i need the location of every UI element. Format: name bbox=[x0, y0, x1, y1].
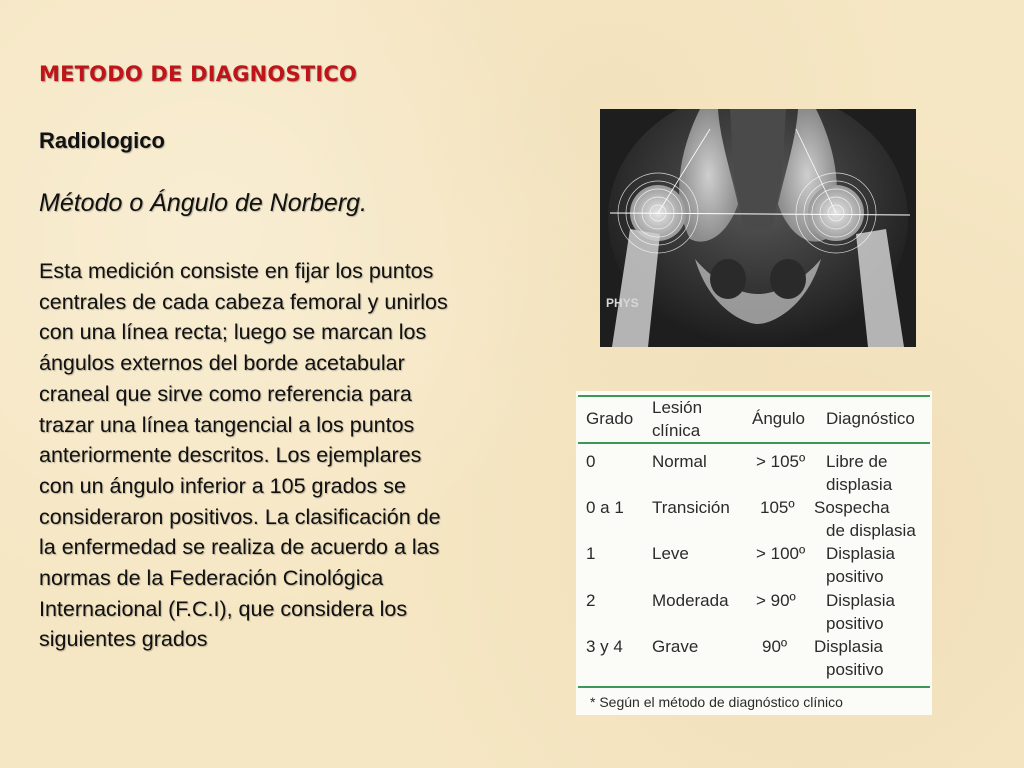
slide-heading: METODO DE DIAGNOSTICO bbox=[39, 62, 357, 86]
table-cell-grado: 0 bbox=[586, 452, 596, 471]
paragraph-line: con un ángulo inferior a 105 grados se bbox=[39, 473, 406, 498]
table-cell-grado: 3 y 4 bbox=[586, 637, 623, 656]
table-cell-angulo: > 90º bbox=[756, 591, 796, 610]
table-cell-grado: 2 bbox=[586, 591, 596, 610]
paragraph-line: siguientes grados bbox=[39, 627, 208, 652]
table-cell-grado: 0 a 1 bbox=[586, 498, 624, 517]
table-cell-angulo: > 105º bbox=[756, 452, 806, 471]
paragraph-line: centrales de cada cabeza femoral y unirlos bbox=[39, 289, 448, 314]
table-cell-diagnostico: Displasia bbox=[826, 544, 895, 563]
table-cell-angulo: > 100º bbox=[756, 544, 806, 563]
table-cell-diagnostico: de displasia bbox=[826, 521, 916, 540]
table-cell-lesion: Moderada bbox=[652, 591, 729, 610]
paragraph-line: trazar una línea tangencial a los puntos bbox=[39, 412, 415, 437]
table-cell-diagnostico: Displasia bbox=[814, 637, 883, 656]
paragraph-line: la enfermedad se realiza de acuerdo a las bbox=[39, 535, 440, 560]
paragraph-line: consideraron positivos. La clasificación de bbox=[39, 504, 441, 529]
method-title: Método o Ángulo de Norberg. bbox=[39, 189, 367, 217]
table-cell-diagnostico: positivo bbox=[826, 614, 884, 633]
paragraph-line: anteriormente descritos. Los ejemplares bbox=[39, 443, 422, 468]
paragraph-line: normas de la Federación Cinológica bbox=[39, 566, 384, 591]
table-cell-angulo: 105º bbox=[760, 498, 795, 517]
pelvis-xray-image bbox=[600, 109, 916, 347]
paragraph-line: Esta medición consiste en fijar los puntos bbox=[39, 259, 434, 283]
header-angulo: Ángulo bbox=[752, 409, 805, 428]
header-lesion: Lesión bbox=[652, 398, 703, 417]
table-cell-lesion: Leve bbox=[652, 544, 689, 563]
header-clinica: clínica bbox=[652, 421, 701, 440]
table-cell-diagnostico: Sospecha bbox=[814, 498, 890, 517]
xray-marker-label: PHYS bbox=[606, 296, 639, 310]
table-cell-diagnostico: positivo bbox=[826, 660, 884, 679]
table-cell-diagnostico: Libre de bbox=[826, 452, 888, 471]
table-cell-lesion: Transición bbox=[652, 498, 730, 517]
table-cell-diagnostico: displasia bbox=[826, 475, 893, 494]
table-cell-lesion: Normal bbox=[652, 452, 707, 471]
table-cell-angulo: 90º bbox=[762, 637, 788, 656]
paragraph-line: Internacional (F.C.I), que considera los bbox=[39, 596, 408, 621]
table-cell-diagnostico: positivo bbox=[826, 567, 884, 586]
slide-subheading: Radiologico bbox=[39, 128, 165, 153]
paragraph-line: con una línea recta; luego se marcan los bbox=[39, 320, 427, 345]
table-cell-grado: 1 bbox=[586, 544, 596, 563]
paragraph-line: ángulos externos del borde acetabular bbox=[39, 351, 405, 376]
description-paragraph bbox=[39, 256, 539, 655]
header-grado: Grado bbox=[586, 409, 634, 428]
xray-illustration bbox=[600, 109, 916, 347]
header-diagnostico: Diagnóstico bbox=[826, 409, 915, 428]
paragraph-line: craneal que sirve como referencia para bbox=[39, 381, 412, 406]
table-rule bbox=[578, 395, 930, 397]
table-rule bbox=[578, 442, 930, 444]
grading-table bbox=[576, 391, 932, 715]
table-cell-diagnostico: Displasia bbox=[826, 591, 895, 610]
table-cell-lesion: Grave bbox=[652, 637, 699, 656]
table-rule bbox=[578, 686, 930, 688]
table-footnote: * Según el método de diagnóstico clínico bbox=[590, 694, 843, 710]
